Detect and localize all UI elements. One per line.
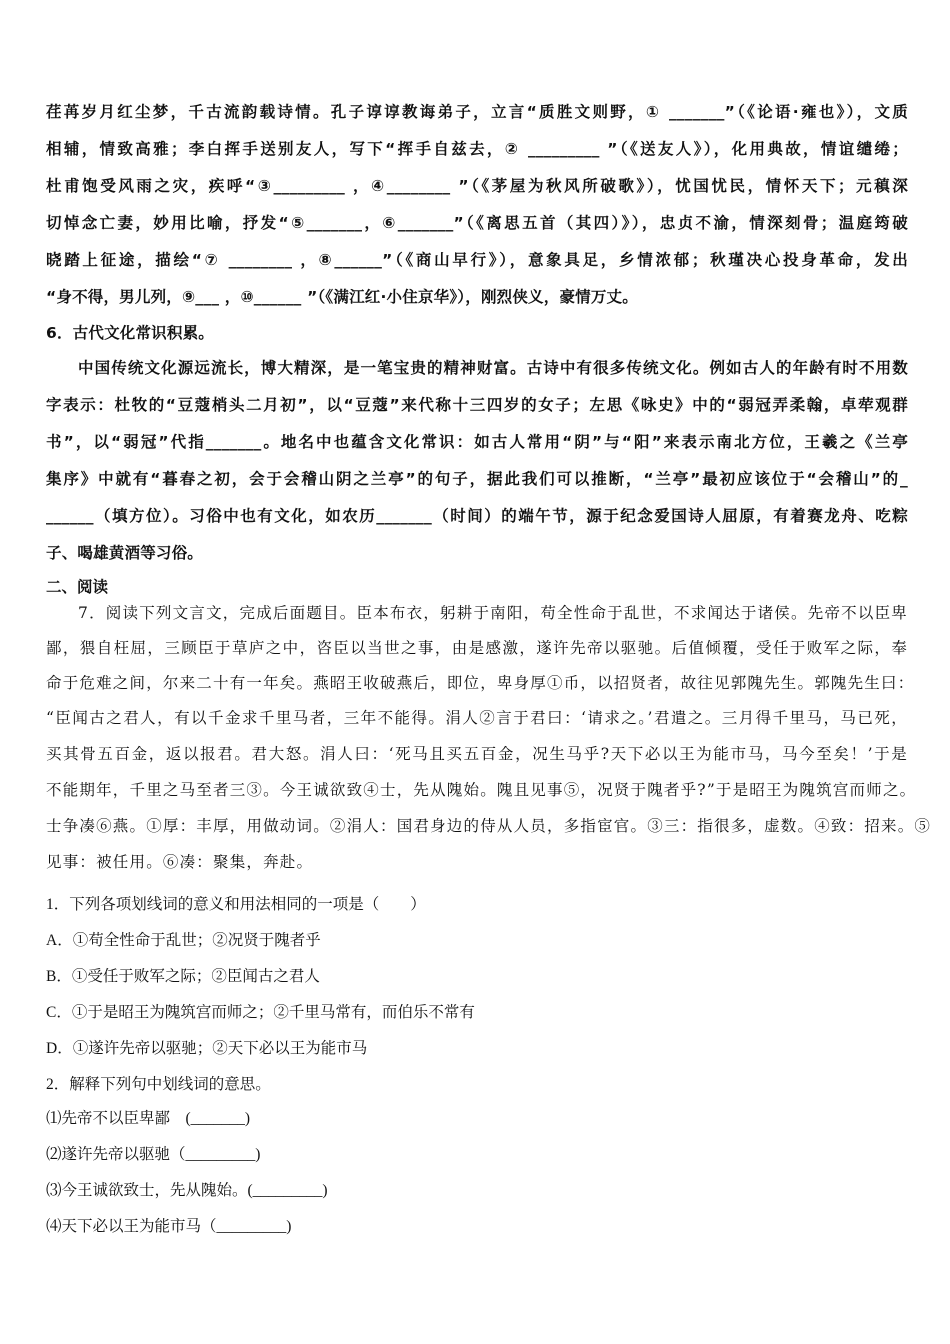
item-number: ⑶ [46,1182,62,1199]
sub-question-1-stem: 1．下列各项划线词的意义和用法相同的一项是（ ） [46,896,426,913]
question-6-line: 书”，以“弱冠”代指_______。地名中也蕴含文化常识：如古人常用“阴”与“阳”来表示南北方位，王羲之《兰亭 [46,433,908,451]
item-text: 先帝不以臣卑鄙 (_______) [61,1110,251,1127]
item-text: 遂许先帝以驱驰（_________) [61,1146,261,1163]
passage-line: 杜甫饱受风雨之灾，疾呼“③_________ ，④________ ”（《茅屋为秋风所破歌》），忧国忧民，情怀天下；元稹深 [46,177,908,195]
question-6-line: ______（填方位）。习俗中也有文化，如农历_______（时间）的端午节，源于纪念爱国诗人屈原，有着赛龙舟、吃粽 [46,507,908,525]
explain-item-3[interactable] [46,1181,328,1201]
option-a[interactable] [46,931,321,951]
option-text: ①遂许先帝以驱驰；②天下必以王为能市马 [72,1040,368,1057]
option-text: ①于是昭王为隗筑宫而师之；②千里马常有，而伯乐不常有 [71,1004,475,1021]
option-text: ①苟全性命于乱世；②况贤于隗者乎 [72,932,321,949]
passage-line: 见事：被任用。⑥凑：聚集，奔赴。 [46,853,314,871]
question-6-line: 字表示：杜牧的“豆蔻梢头二月初”，以“豆蔻”来代称十三四岁的女子；左思《咏史》中的“弱冠弄柔翰，卓荦观群 [46,396,908,414]
option-c[interactable] [46,1003,475,1023]
question-6-line: 中国传统文化源远流长，博大精深，是一笔宝贵的精神财富。古诗中有很多传统文化。例如古人的年龄有时不用数 [78,359,908,377]
passage-line: 鄙，猥自枉屈，三顾臣于草庐之中，咨臣以当世之事，由是感激，遂许先帝以驱驰。后值倾覆，受任于败军之际，奉 [46,639,908,657]
option-b[interactable] [46,967,320,987]
passage-line: 不能期年，千里之马至者三③。今王诚欲致④士，先从隗始。隗且见事⑤，况贤于隗者乎?”于是昭王为隗筑宫而师之。 [46,781,917,799]
question-6-title: 6．古代文化常识积累。 [46,324,214,342]
question-6-line: 集序》中就有“暮春之初，会于会稽山阴之兰亭”的句子，据此我们可以推断，“兰亭”最初应该位于“会稽山”的_ [46,470,908,488]
passage-line: 命于危难之间，尔来二十有一年矣。燕昭王收破燕后，即位，卑身厚①币，以招贤者，故往见郭隗先生。郭隗先生曰： [46,674,915,692]
option-letter: A． [46,932,73,949]
option-letter: B． [46,968,72,985]
question-6-line: 子、喝雄黄酒等习俗。 [46,544,204,562]
explain-item-1[interactable] [46,1109,250,1129]
passage-line: 买其骨五百金，返以报君。君大怒。涓人曰：‘死马且买五百金，况生马乎?天下必以王为能市马，马今至矣！’于是 [46,745,908,763]
item-text: 今王诚欲致士，先从隗始。(_________) [61,1182,328,1199]
item-text: 天下必以王为能市马（_________) [61,1218,292,1235]
sub-question-2-stem: 2．解释下列句中划线词的意思。 [46,1076,271,1093]
passage-line: 相辅，情致高雅；李白挥手送别友人，写下“挥手自兹去，② _________ ”（《送友人》），化用典故，情谊缱绻； [46,140,908,158]
option-letter: C． [46,1004,72,1021]
passage-line: 7．阅读下列文言文，完成后面题目。臣本布衣，躬耕于南阳，苟全性命于乱世，不求闻达于诸侯。先帝不以臣卑 [78,604,908,622]
option-text: ①受任于败军之际；②臣闻古之君人 [71,968,320,985]
passage-line: “臣闻古之君人，有以千金求千里马者，三年不能得。涓人②言于君曰：‘请求之。’君遣之。三月得千里马，马已死， [46,709,908,727]
explain-item-4[interactable] [46,1217,291,1237]
passage-line: 士争凑⑥燕。①厚：丰厚，用做动词。②涓人：国君身边的侍从人员，多指宦官。③三：指很多，虚数。④致：招来。⑤ [46,817,932,835]
item-number: ⑷ [46,1218,62,1235]
passage-line: 切悼念亡妻，妙用比喻，抒发“⑤_______，⑥_______”（《离思五首（其四）》），忠贞不渝，情深刻骨；温庭筠破 [46,214,908,232]
item-number: ⑵ [46,1146,62,1163]
option-d[interactable] [46,1039,367,1059]
passage-line: 晓踏上征途，描绘“⑦ ________ ，⑧______”（《商山早行》），意象具足，乡情浓郁；秋瑾决心投身革命，发出 [46,251,908,269]
option-letter: D． [46,1040,73,1057]
explain-item-2[interactable] [46,1145,260,1165]
section-heading-reading: 二、阅读 [46,578,109,596]
passage-line: “身不得，男儿列，⑨___ ，⑩______ ”（《满江红·小住京华》），刚烈侠义，豪情万丈。 [46,288,638,306]
item-number: ⑴ [46,1110,62,1127]
passage-line: 荏苒岁月红尘梦，千古流韵载诗情。孔子谆谆教诲弟子，立言“质胜文则野，① _______”（《论语·雍也》），文质 [46,103,908,121]
